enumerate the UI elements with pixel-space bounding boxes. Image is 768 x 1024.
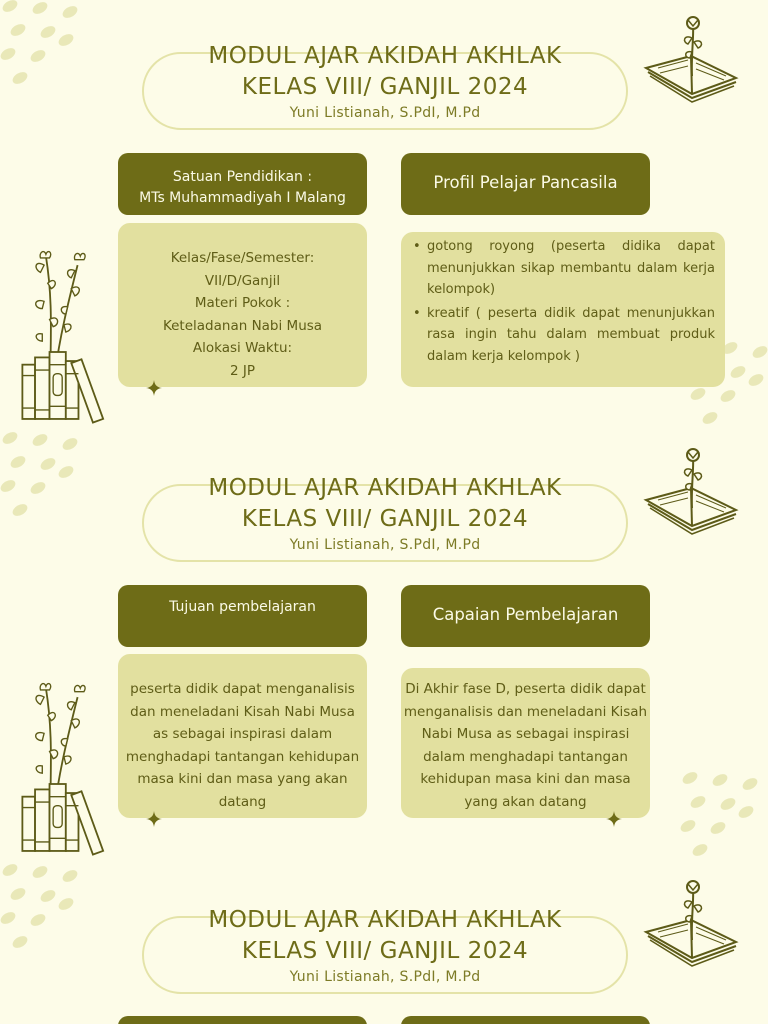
book-flower-icon bbox=[636, 16, 748, 116]
objective-header-box bbox=[118, 585, 367, 647]
slide-2 bbox=[0, 432, 768, 862]
objective-text: peserta didik dapat menganalisis dan meneladani Kisah Nabi Musa as sebagai inspirasi dalam menghadapi tantangan kehidupan masa kini dan masa yang akan datang bbox=[125, 681, 360, 810]
author-name: Yuni Listianah, S.PdI, M.Pd bbox=[289, 537, 481, 553]
page-title-line2: KELAS VIII/ GANJIL 2024 bbox=[241, 506, 529, 532]
page-title-line1: MODUL AJAR AKIDAH AKHLAK bbox=[208, 475, 562, 501]
author-name: Yuni Listianah, S.PdI, M.Pd bbox=[289, 105, 481, 121]
slide-1 bbox=[0, 0, 768, 430]
sparkle-icon bbox=[606, 811, 622, 827]
author-name: Yuni Listianah, S.PdI, M.Pd bbox=[289, 969, 481, 985]
list-item: • gotong royong (peserta didika dapat menunjukkan sikap membantu dalam kerja kelompok) bbox=[411, 236, 715, 301]
school-header-box bbox=[118, 153, 367, 215]
achievement-header-box bbox=[401, 585, 650, 647]
sparkle-icon bbox=[146, 811, 162, 827]
school-name: MTs Muhammadiyah I Malang bbox=[139, 190, 346, 206]
objective-header-label: Tujuan pembelajaran bbox=[169, 599, 316, 615]
info-line: VII/D/Ganjil bbox=[204, 272, 281, 289]
info-line: Alokasi Waktu: bbox=[192, 340, 293, 356]
school-label: Satuan Pendidikan : bbox=[172, 169, 313, 185]
dots-pattern bbox=[0, 864, 90, 954]
info-line: Keteladanan Nabi Musa bbox=[162, 317, 323, 334]
profile-list bbox=[411, 236, 715, 367]
achievement-text: Di Akhir fase D, peserta didik dapat menganalisis dan meneladani Kisah Nabi Musa as sebagai inspirasi dalam menghadapi tantangan kehidupan masa kini dan masa yang akan datang bbox=[403, 681, 648, 810]
page-title-line2: KELAS VIII/ GANJIL 2024 bbox=[241, 74, 529, 100]
books-plant-icon bbox=[14, 670, 114, 860]
achievement-box bbox=[401, 668, 650, 818]
profile-header-box bbox=[401, 153, 650, 215]
info-box bbox=[118, 223, 367, 387]
header-box bbox=[401, 1016, 650, 1024]
dots-pattern bbox=[680, 772, 768, 862]
page-title-line1: MODUL AJAR AKIDAH AKHLAK bbox=[208, 43, 562, 69]
objective-box bbox=[118, 654, 367, 818]
dots-pattern bbox=[0, 432, 90, 522]
profile-list-box bbox=[401, 232, 725, 387]
achievement-header-label: Capaian Pembelajaran bbox=[432, 605, 619, 624]
info-line: 2 JP bbox=[229, 362, 255, 379]
book-flower-icon bbox=[636, 448, 748, 548]
info-line: Kelas/Fase/Semester: bbox=[170, 250, 315, 266]
profile-header-label: Profil Pelajar Pancasila bbox=[433, 173, 618, 192]
header-box bbox=[118, 1016, 367, 1024]
slide-3 bbox=[0, 864, 768, 1024]
page-title-line2: KELAS VIII/ GANJIL 2024 bbox=[241, 938, 529, 964]
page-title-line1: MODUL AJAR AKIDAH AKHLAK bbox=[208, 907, 562, 933]
books-plant-icon bbox=[14, 238, 114, 428]
list-item: • kreatif ( peserta didik dapat menunjukkan rasa ingin tahu dalam membuat produk dalam kerja kelompok ) bbox=[411, 303, 715, 368]
book-flower-icon bbox=[636, 880, 748, 980]
info-line: Materi Pokok : bbox=[194, 295, 291, 311]
sparkle-icon bbox=[146, 380, 162, 396]
dots-pattern bbox=[0, 0, 90, 90]
